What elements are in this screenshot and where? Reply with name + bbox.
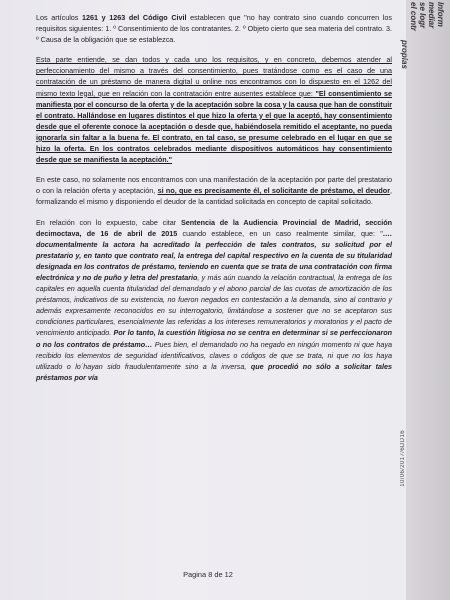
p3-bold-underlined: si no, que es precisamente él, el solicitante de préstamo, el deudor [157,186,390,196]
back-text-5: propias [400,40,409,69]
paragraph-3 [36,174,392,207]
p4-quote-bold-3: que procedió no sólo a solicitar tales préstamos por vía [36,361,392,382]
page-number: Pagina 8 de 12 [183,570,233,579]
p2-legal-quote: "El consentimiento se manifiesta por el concurso de la oferta y de la aceptación sobre la cosa y la causa que han de constituir el contrato. Hallándose en lugares distintos el que hizo la oferta y el que la aceptó, hay consentimiento desde que el oferente conoce la aceptación o desde que, habiéndosela remitido el aceptante, no pueda ignorarla sin faltar a la buena fe. El contrato, en tal caso, se presume celebrado en el lugar en que se hizo la oferta. En los contratos celebrados mediante dispositivos automáticos hay consentimiento desde que se manifiesta la aceptación." [36,88,392,165]
p3-text-1: En este caso, no solamente nos encontramos con una manifestación de la aceptación por parte del prestatario o con la relación oferta y aceptación, [36,175,392,196]
p4-sentence-citation: Sentencia de la Audiencia Provincial de Madrid, sección decimoctava, de 16 de abril de 2015 [36,217,392,238]
p4-quote-bold: …. documentalmente la actora ha acreditado la perfección de tales contratos, su solicitud por el prestatario y, en tanto que contrato real, la entrega del capital respectivo en la cuenta de su titularidad designada en los contratos de préstamo, teniendo en cuenta que se trata de una contratación con firma electrónica y no de puño y letra del prestatario [36,228,392,282]
margin-document-code: 10/06/2017/6DD16 [400,430,406,487]
p1-bold-articles: 1261 y 1263 del Código Civil [82,13,187,22]
back-text-3: se logr [418,2,427,29]
document-body [36,12,392,392]
p4-quote-italic: , y más aún cuando la relación contractual, la entrega de los capitales en aquella cuenta titularidad del demandado y el abono parcial de las cuotas de amortización de los préstamos, indicativos de su existencia, no fueron negados en contestación a la demanda, sino al contrario y además expresamente reconocidos en su interrogatorio, limitándose a sostener que no se aceptaron sus condiciones particulares, esencialmente las referidas a los intereses remuneratorios y moratorios y el pacto de vencimiento anticipado. [36,272,392,338]
paragraph-4 [36,217,392,383]
p1-text-1: Los artículos [36,13,83,22]
p2-text-underlined: Esta parte entiende, se dan todos y cada uno los requisitos, y en concreto, debemos atender al perfeccionamiento del mismo a través del consentimiento, pues tratándose como es el caso de una contratación de un préstamo de manera digital u online nos encontramos con lo dispuesto en el 1262 del mismo texto legal, que en relación con la contratación entre ausentes establece que: [36,55,392,98]
back-text-2: mediar [427,2,436,29]
p4-quote-bold-2: Por lo tanto, la cuestión litigiosa no se centra en determinar si se perfeccionaron o no los contratos de préstamo… [36,328,392,349]
back-text-4: el contr [409,2,418,31]
p4-quote-italic-2: Pues bien, el demandado no ha negado en ningún momento ni que haya recibido los elementos de seguridad identificativos, claves o códigos de que se trata, ni que no los haya utilizado o lo´hayan sido fraudulentamente sino a la inversa, [36,339,392,371]
p4-text-2: cuando establece, en un caso realmente similar, que: " [177,228,383,238]
back-text-1: Inform [436,2,445,27]
p3-text-2: , formalizando el mismo y disponiendo el deudor de la cantidad solicitada en concepto de capital solicitado. [36,186,392,207]
p1-text-2: establecen que "no hay contrato sino cuando concurren los requisitos siguientes: 1. º Consentimiento de los contratantes. 2. º Objeto cierto que sea materia del contrato. 3. º Causa de la obligación que se establezca. [36,13,392,45]
p4-text-1: En relación con lo expuesto, cabe citar [36,217,181,227]
paragraph-1 [36,12,392,45]
paragraph-2 [36,54,392,165]
